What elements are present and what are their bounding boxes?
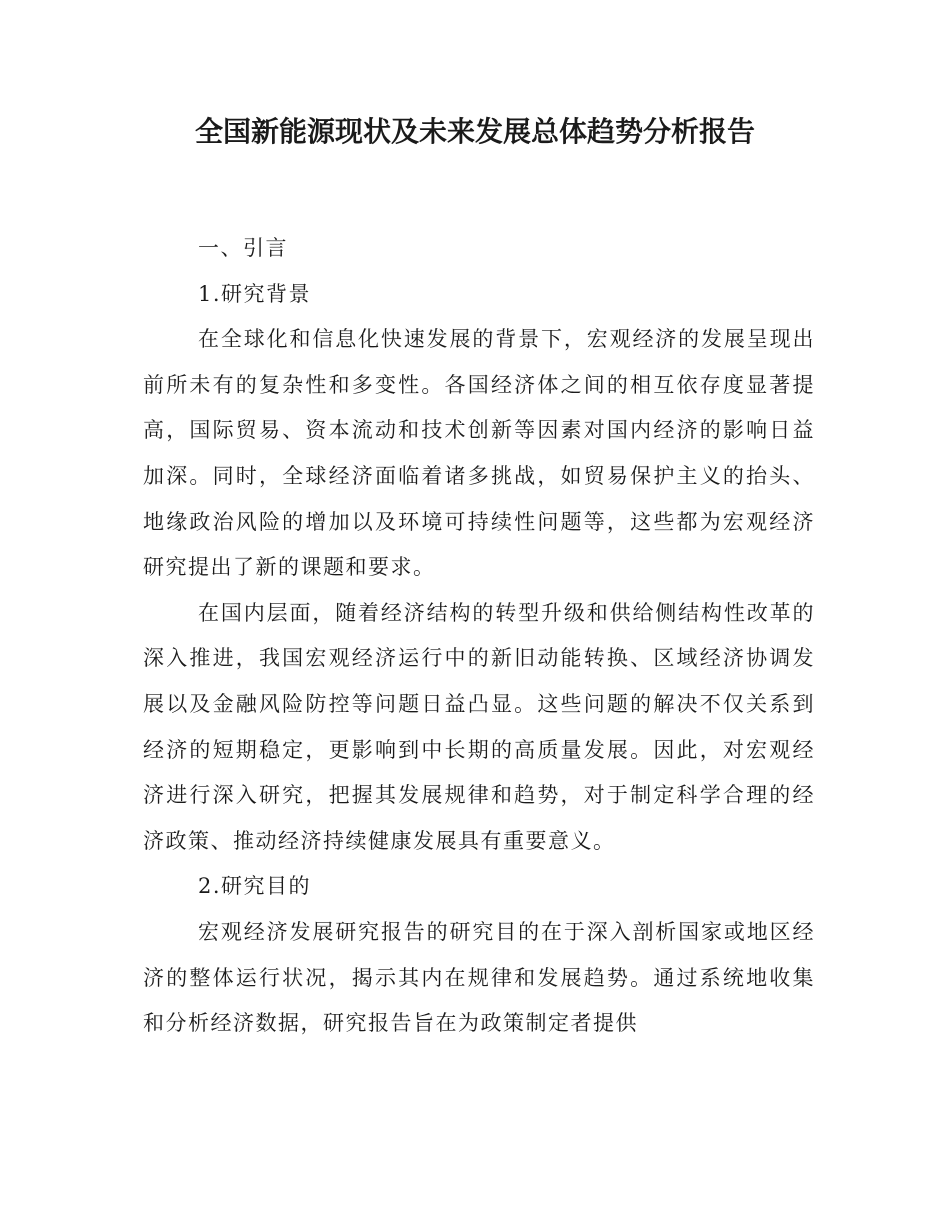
- subheading-research-purpose: 2.研究目的: [198, 874, 312, 899]
- section-heading-introduction: 一、引言: [198, 236, 288, 260]
- subheading-research-background: 1.研究背景: [198, 281, 312, 306]
- document-title: 全国新能源现状及未来发展总体趋势分析报告: [194, 115, 755, 148]
- document-body: [143, 226, 815, 1047]
- paragraph-purpose-1: 宏观经济发展研究报告的研究目的在于深入剖析国家或地区经济的整体运行状况，揭示其内在规律和发展趋势。通过系统地收集和分析经济数据，研究报告旨在为政策制定者提供: [143, 919, 815, 1036]
- paragraph-background-2: 在国内层面，随着经济结构的转型升级和供给侧结构性改革的深入推进，我国宏观经济运行中的新旧动能转换、区域经济协调发展以及金融风险防控等问题日益凸显。这些问题的解决不仅关系到经济的短期稳定，更影响到中长期的高质量发展。因此，对宏观经济进行深入研究，把握其发展规律和趋势，对于制定科学合理的经济政策、推动经济持续健康发展具有重要意义。: [143, 600, 815, 853]
- paragraph-background-1: 在全球化和信息化快速发展的背景下，宏观经济的发展呈现出前所未有的复杂性和多变性。各国经济体之间的相互依存度显著提高，国际贸易、资本流动和技术创新等因素对国内经济的影响日益加深。同时，全球经济面临着诸多挑战，如贸易保护主义的抬头、地缘政治风险的增加以及环境可持续性问题等，这些都为宏观经济研究提出了新的课题和要求。: [143, 327, 815, 580]
